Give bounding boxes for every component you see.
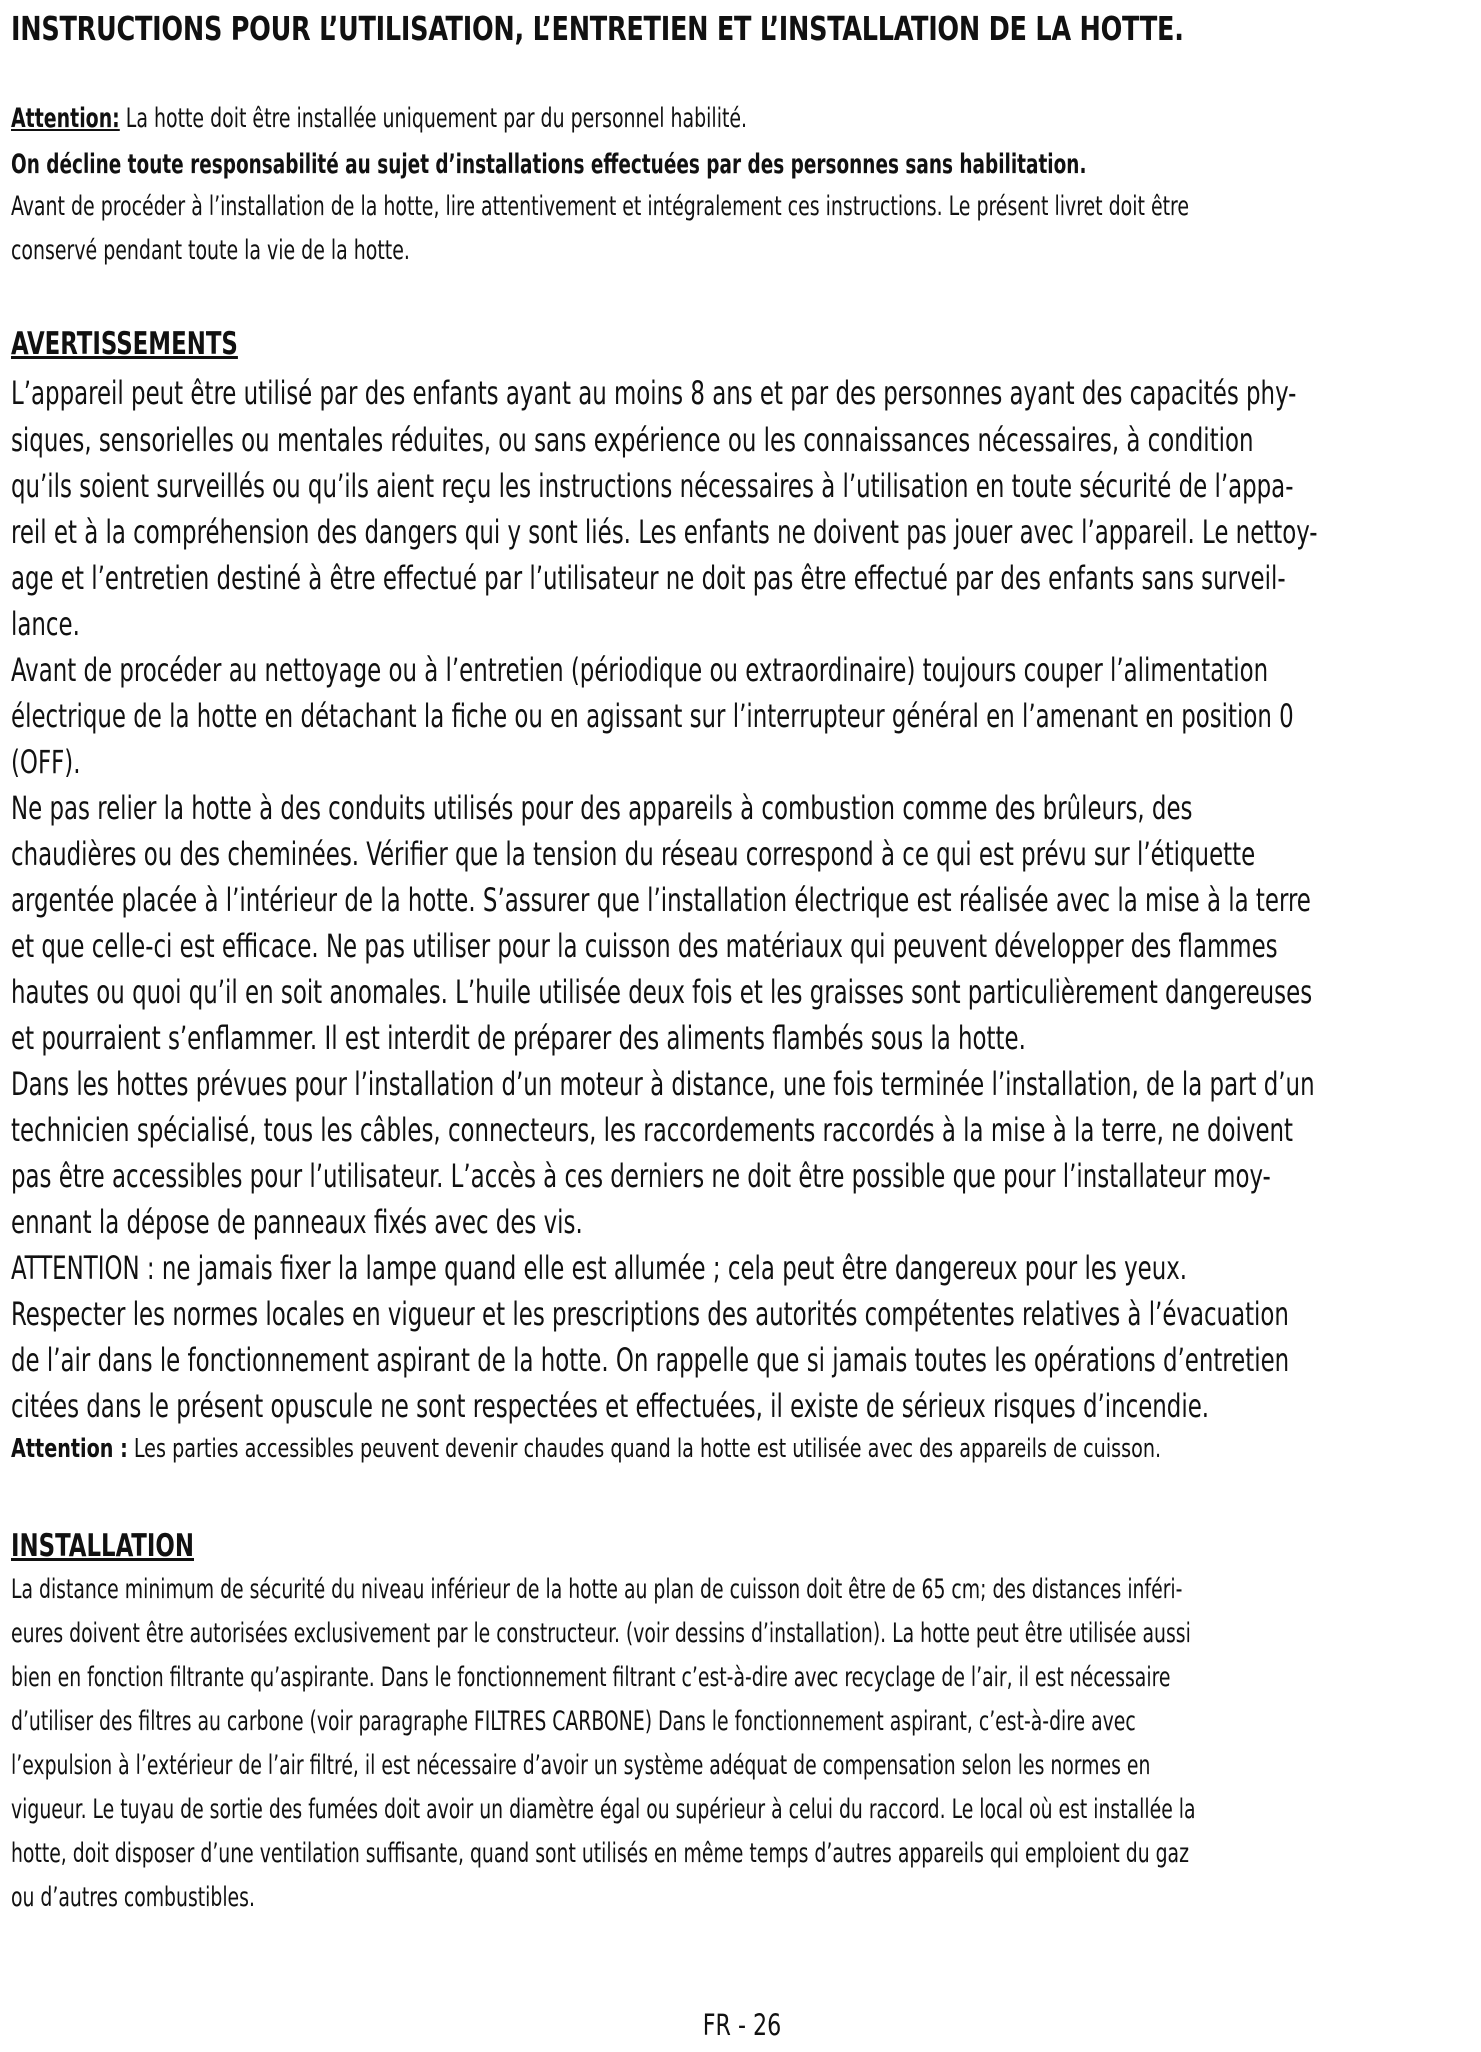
note-label: Attention :	[11, 1434, 128, 1464]
page-number: FR - 26	[702, 2008, 782, 2042]
warning-line: et que celle-ci est efficace. Ne pas utiliser pour la cuisson des matériaux qui peuvent développer des flammes	[11, 927, 1278, 965]
note-text: Les parties accessibles peuvent devenir chaudes quand la hotte est utilisée avec des appareils de cuisson.	[127, 1434, 1162, 1464]
warning-line: qu’ils soient surveillés ou qu’ils aient reçu les instructions nécessaires à l’utilisation en toute sécurité de l’appa-	[11, 467, 1294, 505]
warning-line: ennant la dépose de panneaux fixés avec des vis.	[11, 1203, 583, 1241]
warning-line: Ne pas relier la hotte à des conduits utilisés pour des appareils à combustion comme des brûleurs, des	[11, 789, 1193, 827]
warning-line: age et l’entretien destiné à être effectué par l’utilisateur ne doit pas être effectué par des enfants sans surveil-	[11, 559, 1286, 597]
installation-line: bien en fonction filtrante qu’aspirante. Dans le fonctionnement filtrant c’est-à-dire avec recyclage de l’air, il est nécessaire	[11, 1662, 1171, 1693]
warning-line: ATTENTION : ne jamais fixer la lampe quand elle est allumée ; cela peut être dangereux pour les yeux.	[11, 1249, 1188, 1287]
attention-label: Attention:	[11, 103, 120, 134]
attention-text: La hotte doit être installée uniquement par du personnel habilité.	[119, 103, 748, 134]
warning-line: citées dans le présent opuscule ne sont respectées et effectuées, il existe de sérieux risques d’incendie.	[11, 1387, 1210, 1425]
section-heading-installation: INSTALLATION	[11, 1528, 195, 1564]
warning-line: Avant de procéder au nettoyage ou à l’entretien (périodique ou extraordinaire) toujours couper l’alimentation	[11, 651, 1269, 689]
warning-line: technicien spécialisé, tous les câbles, connecteurs, les raccordements raccordés à la mise à la terre, ne doivent	[11, 1111, 1294, 1149]
installation-line: La distance minimum de sécurité du niveau inférieur de la hotte au plan de cuisson doit être de 65 cm; des distances inféri-	[11, 1574, 1183, 1605]
disclaimer: On décline toute responsabilité au sujet d’installations effectuées par des personnes sans habilitation.	[11, 149, 1087, 180]
warning-line: Dans les hottes prévues pour l’installation d’un moteur à distance, une fois terminée l’installation, de la part d’un	[11, 1065, 1315, 1103]
page-title: INSTRUCTIONS POUR L’UTILISATION, L’ENTRETIEN ET L’INSTALLATION DE LA HOTTE.	[11, 9, 1184, 48]
section-heading-avertissements: AVERTISSEMENTS	[11, 326, 238, 362]
warning-line: Respecter les normes locales en vigueur et les prescriptions des autorités compétentes relatives à l’évacuation	[11, 1295, 1289, 1333]
intro-line: Avant de procéder à l’installation de la hotte, lire attentivement et intégralement ces instructions. Le présent livret doit être	[11, 191, 1190, 222]
heat-warning-note	[11, 1434, 1161, 1464]
warning-line: pas être accessibles pour l’utilisateur. L’accès à ces derniers ne doit être possible que pour l’installateur moy-	[11, 1157, 1271, 1195]
intro-line: conservé pendant toute la vie de la hotte.	[11, 235, 410, 266]
warning-line: électrique de la hotte en détachant la fiche ou en agissant sur l’interrupteur général en l’amenant en position 0	[11, 697, 1294, 735]
warning-line: siques, sensorielles ou mentales réduites, ou sans expérience ou les connaissances nécessaires, à condition	[11, 421, 1254, 459]
installation-line: ou d’autres combustibles.	[11, 1882, 255, 1913]
warning-line: hautes ou quoi qu’il en soit anomales. L’huile utilisée deux fois et les graisses sont particulièrement dangereuses	[11, 973, 1313, 1011]
warning-line: (OFF).	[11, 743, 81, 781]
warning-line: et pourraient s’enflammer. Il est interdit de préparer des aliments flambés sous la hotte.	[11, 1019, 1026, 1057]
installation-line: d’utiliser des filtres au carbone (voir paragraphe FILTRES CARBONE) Dans le fonctionnement aspirant, c’est-à-dire avec	[11, 1706, 1136, 1737]
warning-line: L’appareil peut être utilisé par des enfants ayant au moins 8 ans et par des personnes ayant des capacités phy-	[11, 374, 1297, 412]
warning-line: lance.	[11, 605, 80, 643]
installation-line: hotte, doit disposer d’une ventilation suffisante, quand sont utilisés en même temps d’autres appareils qui emploient du gaz	[11, 1838, 1189, 1869]
attention-line	[11, 103, 747, 134]
warning-line: de l’air dans le fonctionnement aspirant de la hotte. On rappelle que si jamais toutes les opérations d’entretien	[11, 1341, 1290, 1379]
installation-line: vigueur. Le tuyau de sortie des fumées doit avoir un diamètre égal ou supérieur à celui du raccord. Le local où est installée la	[11, 1794, 1196, 1825]
warning-line: chaudières ou des cheminées. Vérifier que la tension du réseau correspond à ce qui est prévu sur l’étiquette	[11, 835, 1256, 873]
warning-line: reil et à la compréhension des dangers qui y sont liés. Les enfants ne doivent pas jouer avec l’appareil. Le nettoy-	[11, 513, 1318, 551]
installation-line: eures doivent être autorisées exclusivement par le constructeur. (voir dessins d’installation). La hotte peut être utilisée aussi	[11, 1618, 1191, 1649]
installation-line: l’expulsion à l’extérieur de l’air filtré, il est nécessaire d’avoir un système adéquat de compensation selon les normes en	[11, 1750, 1151, 1781]
warning-line: argentée placée à l’intérieur de la hotte. S’assurer que l’installation électrique est réalisée avec la mise à la terre	[11, 881, 1311, 919]
